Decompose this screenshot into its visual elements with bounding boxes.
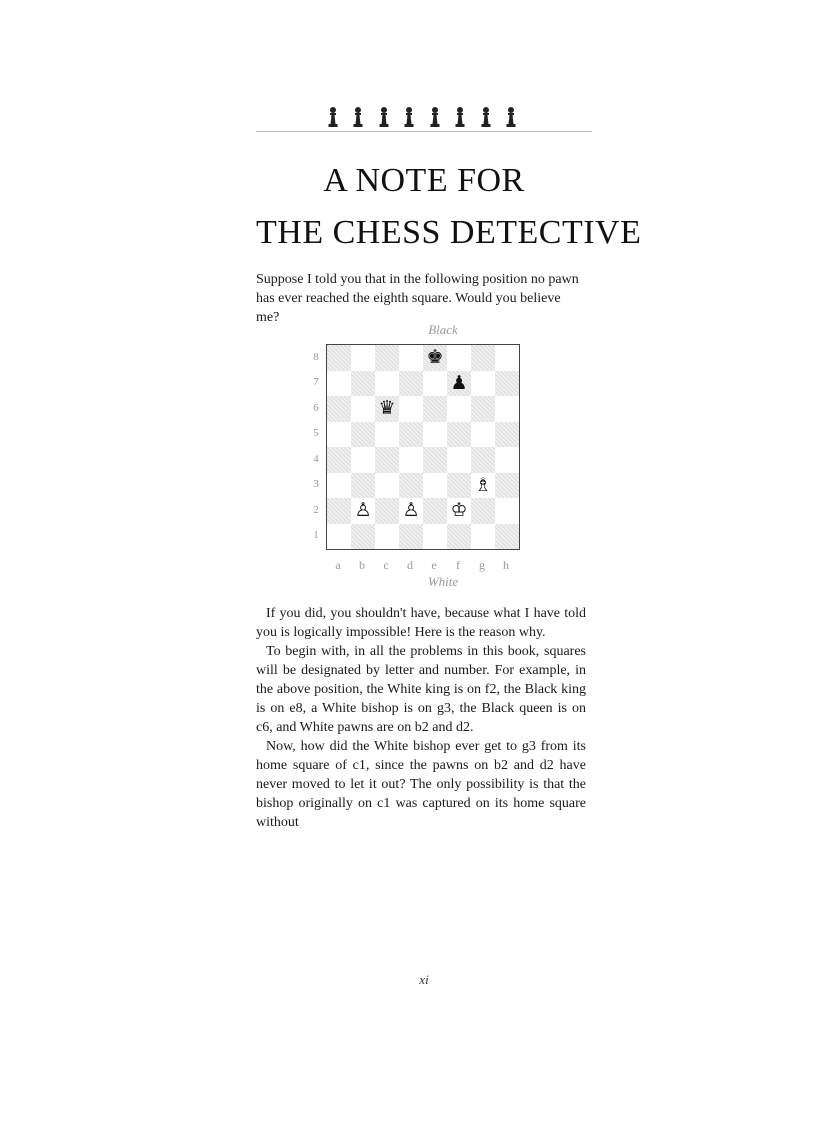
square-d5: [399, 422, 423, 448]
rank-label: 2: [313, 503, 319, 516]
square-e7: [423, 371, 447, 397]
square-f6: [447, 396, 471, 422]
square-d3: [399, 473, 423, 499]
square-e4: [423, 447, 447, 473]
square-d7: [399, 371, 423, 397]
square-b6: [351, 396, 375, 422]
square-c4: [375, 447, 399, 473]
square-f4: [447, 447, 471, 473]
chess-board: [326, 344, 520, 550]
square-b3: [351, 473, 375, 499]
rank-label: 3: [313, 478, 319, 491]
square-c7: [375, 371, 399, 397]
header-rule: [256, 131, 592, 132]
square-f7: [447, 371, 471, 397]
square-g1: [471, 524, 495, 550]
square-c8: [375, 345, 399, 371]
black-pawn-icon: [327, 106, 339, 130]
square-g8: [471, 345, 495, 371]
square-d6: [399, 396, 423, 422]
square-g6: [471, 396, 495, 422]
body-paragraph-3: Now, how did the White bishop ever get to g3 from its home square of c1, since the pawns on b2 and d2 have never moved to let it out? The only possibility is that the bishop originally on c1 was captured on its home square without: [256, 739, 586, 830]
square-f1: [447, 524, 471, 550]
white-bishop-icon: ♗: [474, 473, 492, 496]
square-f2: [447, 498, 471, 524]
file-label: b: [359, 558, 365, 572]
square-b4: [351, 447, 375, 473]
square-h5: [495, 422, 519, 448]
rank-label: 8: [313, 350, 319, 363]
diagram-black-label: Black: [428, 322, 458, 337]
white-pawn-icon: ♙: [354, 499, 372, 522]
square-d1: [399, 524, 423, 550]
square-c3: [375, 473, 399, 499]
black-pawn-icon: ♟: [450, 371, 468, 394]
file-labels: [326, 558, 518, 573]
square-a4: [327, 447, 351, 473]
black-pawn-icon: [352, 106, 364, 130]
chapter-title-line-1: A NOTE FOR: [323, 162, 525, 199]
square-a1: [327, 524, 351, 550]
black-king-icon: ♚: [426, 346, 444, 369]
square-g7: [471, 371, 495, 397]
black-pawn-icon: [378, 106, 390, 130]
square-a3: [327, 473, 351, 499]
intro-paragraph: Suppose I told you that in the following position no pawn has ever reached the eighth square. Would you believe me?: [256, 272, 579, 325]
square-a7: [327, 371, 351, 397]
square-c1: [375, 524, 399, 550]
black-queen-icon: ♛: [378, 397, 396, 420]
file-label: g: [479, 558, 485, 572]
square-b1: [351, 524, 375, 550]
square-h4: [495, 447, 519, 473]
square-b8: [351, 345, 375, 371]
rank-label: 4: [313, 452, 319, 465]
rank-label: 7: [313, 376, 319, 389]
body-text: [256, 604, 586, 832]
square-f8: [447, 345, 471, 371]
square-h2: [495, 498, 519, 524]
square-h3: [495, 473, 519, 499]
chapter-title-line-2: THE CHESS DETECTIVE: [256, 214, 642, 251]
pawn-ornament-row: [327, 104, 517, 130]
square-b5: [351, 422, 375, 448]
square-e1: [423, 524, 447, 550]
square-e2: [423, 498, 447, 524]
diagram-white-label: White: [427, 574, 459, 589]
page-number: xi: [419, 972, 429, 987]
square-c5: [375, 422, 399, 448]
square-d4: [399, 447, 423, 473]
rank-label: 1: [313, 529, 319, 542]
file-label: d: [407, 558, 413, 572]
square-f3: [447, 473, 471, 499]
square-h8: [495, 345, 519, 371]
square-h7: [495, 371, 519, 397]
rank-label: 6: [313, 401, 319, 414]
square-c2: [375, 498, 399, 524]
white-king-icon: ♔: [450, 499, 468, 522]
square-d8: [399, 345, 423, 371]
square-b2: [351, 498, 375, 524]
square-g3: [471, 473, 495, 499]
square-a5: [327, 422, 351, 448]
file-label: h: [503, 558, 509, 572]
square-g2: [471, 498, 495, 524]
square-b7: [351, 371, 375, 397]
black-pawn-icon: [429, 106, 441, 130]
file-label: f: [456, 558, 460, 572]
square-f5: [447, 422, 471, 448]
square-a2: [327, 498, 351, 524]
rank-labels: [310, 344, 322, 548]
black-pawn-icon: [454, 106, 466, 130]
square-c6: [375, 396, 399, 422]
square-d2: [399, 498, 423, 524]
file-label: c: [383, 558, 389, 572]
file-label: e: [431, 558, 437, 572]
square-g4: [471, 447, 495, 473]
square-e8: [423, 345, 447, 371]
white-pawn-icon: ♙: [402, 499, 420, 522]
square-e3: [423, 473, 447, 499]
body-paragraph-2: To begin with, in all the problems in this book, squares will be designated by letter and number. For example, in the above position, the White king is on f2, the Black king is on e8, a White bishop is on g3, the Black queen is on c6, and White pawns are on b2 and d2.: [256, 644, 586, 735]
chess-diagram: [300, 318, 586, 594]
body-paragraph-1: If you did, you shouldn't have, because what I have told you is logically impossible! Here is the reason why.: [256, 606, 586, 640]
square-a8: [327, 345, 351, 371]
square-a6: [327, 396, 351, 422]
square-e5: [423, 422, 447, 448]
black-pawn-icon: [480, 106, 492, 130]
black-pawn-icon: [403, 106, 415, 130]
file-label: a: [335, 558, 341, 572]
square-h6: [495, 396, 519, 422]
square-e6: [423, 396, 447, 422]
square-g5: [471, 422, 495, 448]
rank-label: 5: [313, 427, 319, 440]
square-h1: [495, 524, 519, 550]
black-pawn-icon: [505, 106, 517, 130]
